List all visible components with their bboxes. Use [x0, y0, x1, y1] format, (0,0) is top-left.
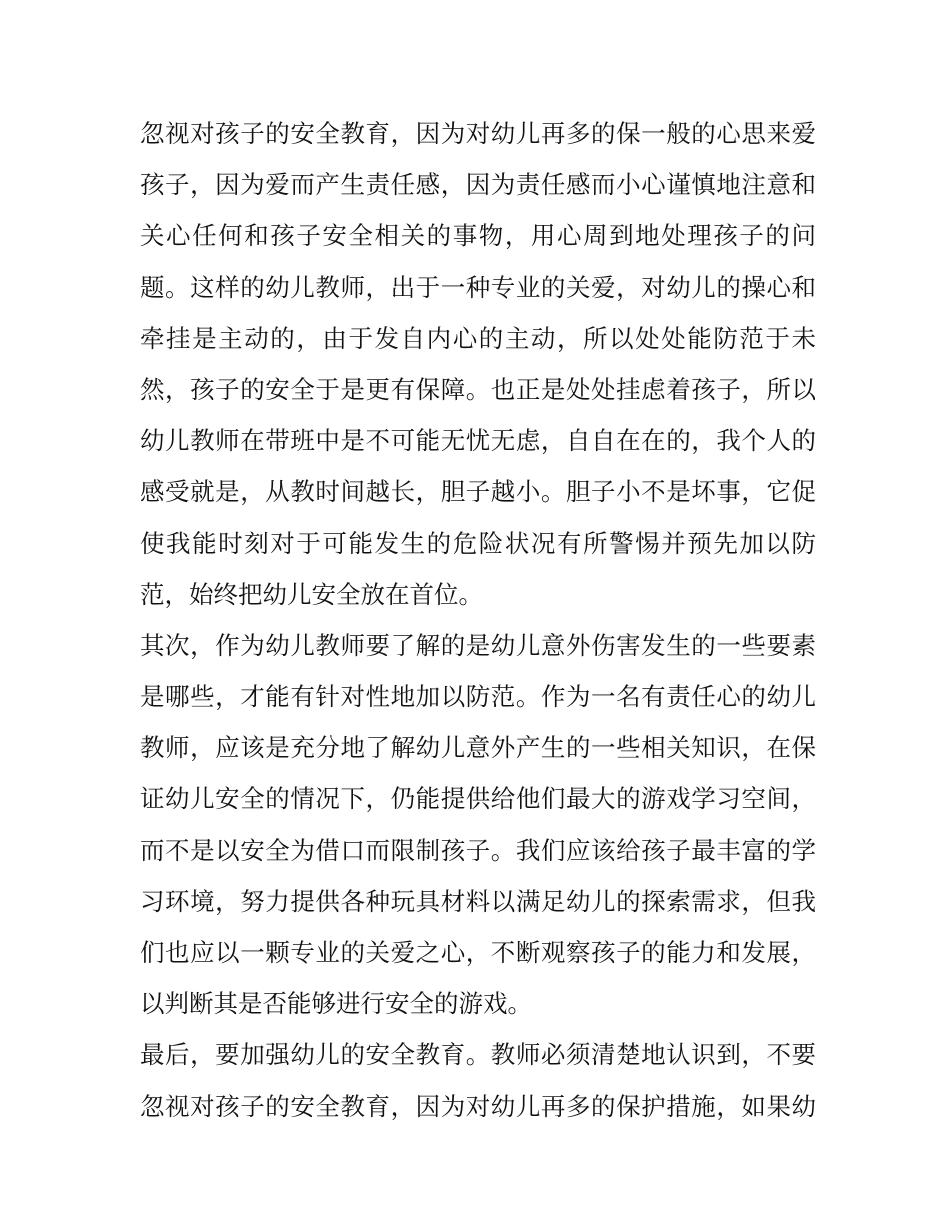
text-line: 幼儿教师在带班中是不可能无忧无虑，自自在在的，我个人的 — [140, 426, 816, 456]
text-line: 然，孩子的安全于是更有保障。也正是处处挂虑着孩子，所以 — [140, 374, 816, 404]
text-line: 其次，作为幼儿教师要了解的是幼儿意外伤害发生的一些要素 — [140, 630, 816, 660]
text-line: 们也应以一颗专业的关爱之心，不断观察孩子的能力和发展， — [140, 938, 816, 967]
text-line: 是哪些，才能有针对性地加以防范。作为一名有责任心的幼儿 — [140, 682, 816, 712]
paragraph-2 — [140, 620, 816, 1030]
text-line: 习环境，努力提供各种玩具材料以满足幼儿的探索需求，但我 — [140, 886, 816, 916]
text-line: 关心任何和孩子安全相关的事物，用心周到地处理孩子的问 — [140, 221, 816, 251]
text-line: 孩子，因为爱而产生责任感，因为责任感而小心谨慎地注意和 — [140, 170, 816, 200]
text-line: 忽视对孩子的安全教育，因为对幼儿再多的保一般的心思来爱 — [140, 119, 816, 148]
text-line: 范，始终把幼儿安全放在首位。 — [140, 579, 483, 609]
text-line: 忽视对孩子的安全教育，因为对幼儿再多的保护措施，如果幼 — [140, 1091, 816, 1121]
text-line: 牵挂是主动的，由于发自内心的主动，所以处处能防范于未 — [140, 323, 816, 353]
text-line: 感受就是，从教时间越长，胆子越小。胆子小不是坏事，它促 — [140, 477, 816, 507]
text-line: 教师，应该是充分地了解幼儿意外产生的一些相关知识，在保 — [140, 733, 816, 763]
paragraph-3 — [140, 1029, 816, 1131]
text-line: 最后，要加强幼儿的安全教育。教师必须清楚地认识到，不要 — [140, 1040, 816, 1070]
text-line: 证幼儿安全的情况下，仍能提供给他们最大的游戏学习空间， — [140, 784, 816, 814]
text-line: 以判断其是否能够进行安全的游戏。 — [140, 989, 532, 1019]
body-text — [140, 108, 816, 1132]
text-line: 而不是以安全为借口而限制孩子。我们应该给孩子最丰富的学 — [140, 835, 816, 865]
text-line: 题。这样的幼儿教师，出于一种专业的关爱，对幼儿的操心和 — [140, 272, 816, 302]
text-line: 使我能时刻对于可能发生的危险状况有所警惕并预先加以防 — [140, 528, 816, 558]
paragraph-1 — [140, 108, 816, 620]
